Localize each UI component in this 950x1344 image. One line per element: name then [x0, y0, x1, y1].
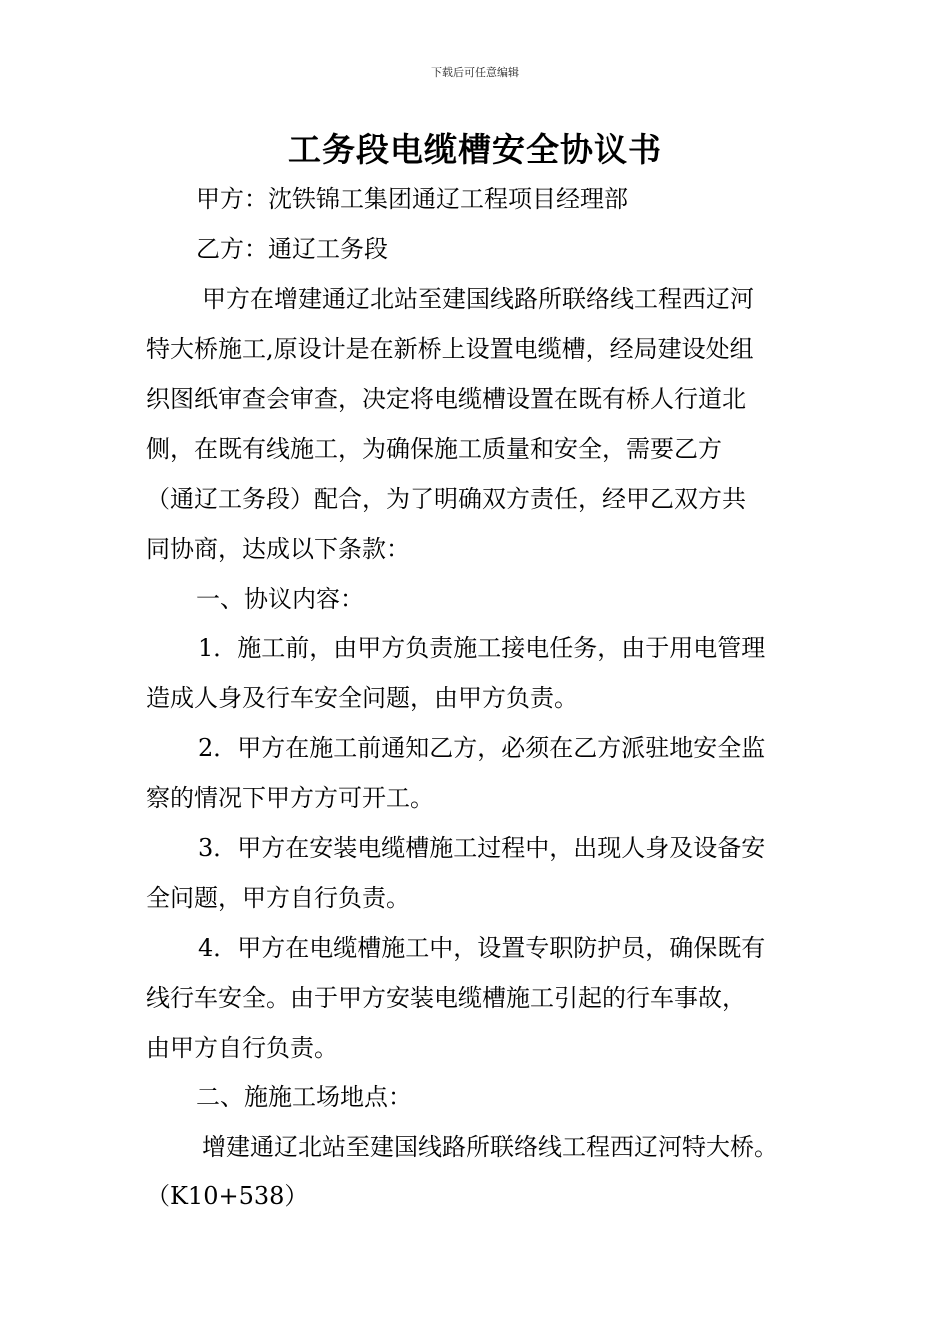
party-b-line: 乙方：通辽工务段 — [196, 235, 388, 263]
paragraph-line: 造成人身及行车安全问题，由甲方负责。 — [146, 684, 578, 712]
paragraph-line: 特大桥施工,原设计是在新桥上设置电缆槽，经局建设处组 — [146, 335, 754, 363]
paragraph-line: 3．甲方在安装电缆槽施工过程中，出现人身及设备安 — [198, 834, 766, 862]
party-a-line: 甲方：沈铁锦工集团通辽工程项目经理部 — [196, 185, 628, 213]
header-note: 下载后可任意编辑 — [431, 66, 519, 79]
paragraph-line: 1．施工前，由甲方负责施工接电任务，由于用电管理 — [198, 634, 766, 662]
paragraph-line: 同协商，达成以下条款： — [146, 535, 410, 563]
paragraph-line: 线行车安全。由于甲方安装电缆槽施工引起的行车事故， — [146, 984, 746, 1012]
paragraph-line: 全问题，甲方自行负责。 — [146, 884, 410, 912]
paragraph-line: 由甲方自行负责。 — [146, 1034, 338, 1062]
paragraph-line: 4．甲方在电缆槽施工中，设置专职防护员，确保既有 — [198, 934, 766, 962]
paragraph-line: （K10+538） — [146, 1182, 309, 1210]
document-title: 工务段电缆槽安全协议书 — [288, 130, 662, 169]
paragraph-line: 织图纸审查会审查，决定将电缆槽设置在既有桥人行道北 — [146, 385, 746, 413]
section-heading: 一、协议内容： — [196, 585, 364, 613]
paragraph-line: 察的情况下甲方方可开工。 — [146, 784, 434, 812]
paragraph-line: 增建通辽北站至建国线路所联络线工程西辽河特大桥。 — [202, 1133, 778, 1161]
paragraph-line: 2．甲方在施工前通知乙方，必须在乙方派驻地安全监 — [198, 734, 766, 762]
paragraph-line: （通辽工务段）配合，为了明确双方责任，经甲乙双方共 — [146, 485, 746, 513]
paragraph-line: 侧，在既有线施工，为确保施工质量和安全，需要乙方 — [146, 435, 722, 463]
paragraph-line: 甲方在增建通辽北站至建国线路所联络线工程西辽河 — [202, 285, 754, 313]
section-heading: 二、施施工场地点： — [196, 1083, 412, 1111]
